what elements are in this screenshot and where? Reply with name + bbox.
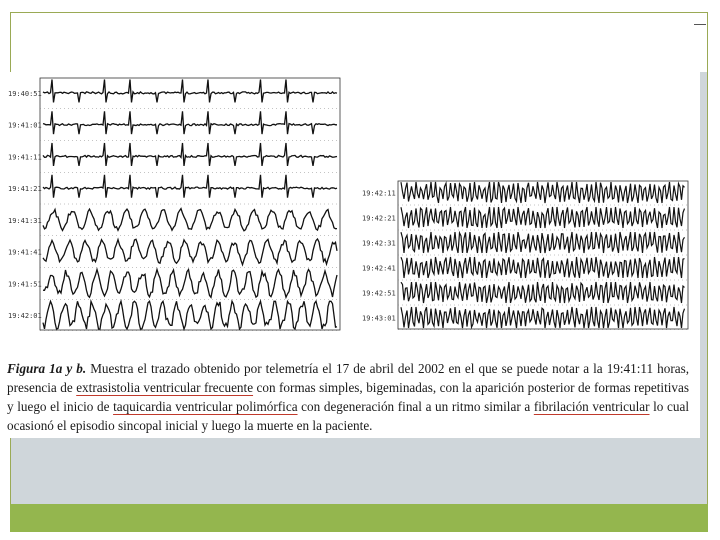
figure-caption bbox=[7, 359, 689, 435]
caption-underline-2: taquicardia ventricular polimórfica bbox=[113, 399, 298, 414]
caption-text-3: con degeneración final a un ritmo similar a bbox=[297, 399, 534, 414]
ecg-waveform bbox=[401, 307, 685, 328]
ecg-row-time-label: 19:41:41 bbox=[8, 248, 42, 257]
ecg-waveform bbox=[401, 257, 685, 278]
caption-text-1: Muestra el trazado obtenido por telemetría el 17 de abril del 2002 en el que se puede notar a la 19:41:11 horas, presencia de bbox=[7, 361, 690, 395]
ecg-waveform bbox=[401, 232, 685, 253]
ecg-row-time-label: 19:41:51 bbox=[8, 280, 42, 289]
ecg-row-time-label: 19:42:21 bbox=[362, 214, 396, 223]
ecg-waveform bbox=[43, 239, 337, 265]
caption-label: Figura 1a y b. bbox=[7, 361, 87, 376]
ecg-row-time-label: 19:43:01 bbox=[362, 314, 396, 323]
ecg-row-time-label: 19:40:51 bbox=[8, 89, 42, 98]
ecg-waveform bbox=[43, 270, 337, 298]
ecg-row-time-label: 19:42:41 bbox=[362, 264, 396, 273]
ecg-waveform bbox=[43, 143, 337, 166]
ecg-row-time-label: 19:42:11 bbox=[362, 189, 396, 198]
ecg-row-time-label: 19:41:31 bbox=[8, 216, 42, 225]
ecg-row-time-label: 19:41:21 bbox=[8, 185, 42, 194]
ecg-waveform bbox=[401, 182, 685, 203]
ecg-waveform bbox=[43, 301, 337, 329]
ecg-waveform bbox=[43, 111, 337, 134]
ecg-row-time-label: 19:41:01 bbox=[8, 121, 42, 130]
caption-text-2: con formas simples, bigeminadas, con la aparición posterior de formas repetitivas y luego el inicio de bbox=[7, 380, 689, 414]
caption-underline-1: extrasistolia ventricular frecuente bbox=[76, 380, 254, 395]
ecg-waveform bbox=[43, 80, 337, 103]
ecg-row-time-label: 19:41:11 bbox=[8, 153, 42, 162]
ecg-waveform bbox=[401, 207, 685, 228]
ecg-strip-a bbox=[6, 77, 342, 331]
ecg-waveform bbox=[43, 175, 337, 198]
caption-underline-3: fibrilación ventricular bbox=[533, 399, 650, 414]
slide-frame-top bbox=[10, 12, 708, 72]
ecg-row-time-label: 19:42:51 bbox=[362, 289, 396, 298]
ecg-row-time-label: 19:42:31 bbox=[362, 239, 396, 248]
ecg-strip-b bbox=[360, 180, 690, 330]
ecg-figure bbox=[0, 72, 700, 438]
slide-footer-bar bbox=[10, 504, 708, 532]
ecg-row-time-label: 19:42:01 bbox=[8, 312, 42, 321]
caption-text-4: lo cual ocasionó el episodio sincopal inicial y luego la muerte en la paciente. bbox=[7, 399, 690, 433]
ecg-waveform bbox=[43, 209, 337, 231]
ecg-waveform bbox=[401, 282, 685, 303]
corner-mark bbox=[694, 24, 706, 25]
slide-frame-right bbox=[707, 12, 708, 504]
